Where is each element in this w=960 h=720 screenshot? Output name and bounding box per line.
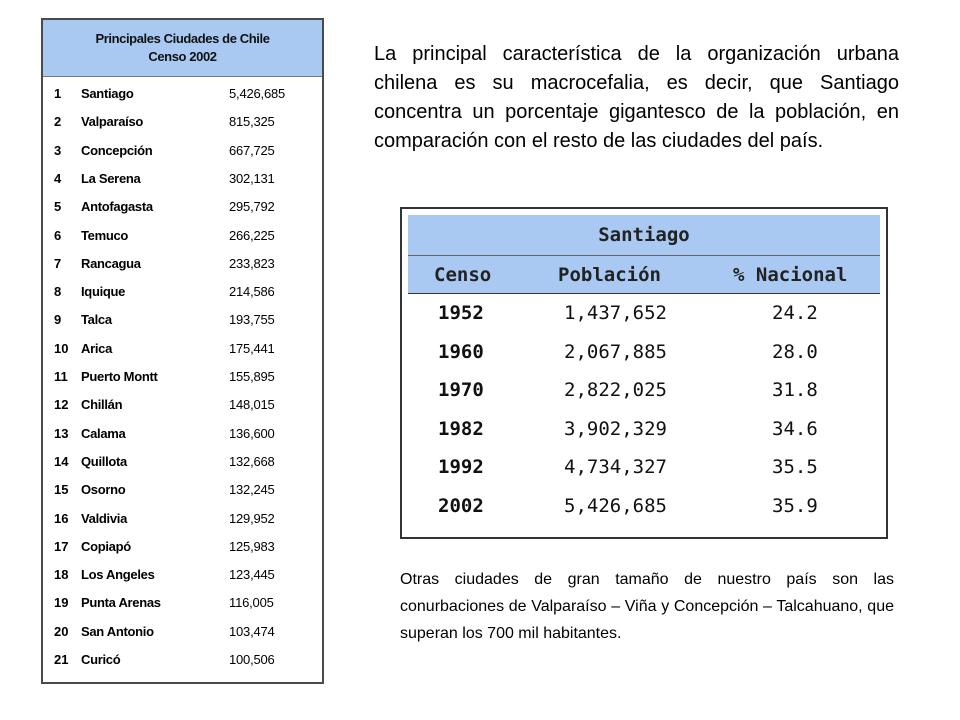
city-row: [43, 624, 322, 644]
city-population: 295,792: [229, 199, 275, 215]
city-population: 266,225: [229, 227, 275, 243]
city-row: [43, 312, 322, 332]
cities-table-title: Principales Ciudades de Chile: [95, 31, 270, 46]
cities-table-subtitle: Censo 2002: [148, 49, 217, 64]
city-rank: 9: [54, 312, 62, 328]
city-population: 103,474: [229, 623, 275, 639]
city-row: [43, 143, 322, 163]
city-name: Temuco: [81, 227, 129, 243]
city-row: [43, 595, 322, 615]
santiago-row: [408, 296, 880, 332]
city-population: 815,325: [229, 114, 275, 130]
city-population: 116,005: [229, 595, 274, 611]
santiago-table-title: Santiago: [408, 215, 880, 256]
city-name: Valdivia: [81, 510, 128, 526]
city-row: [43, 426, 322, 446]
census-percent: 31.8: [772, 379, 818, 401]
column-header-censo: Censo: [434, 264, 492, 286]
city-population: 129,952: [229, 510, 275, 526]
city-population: 193,755: [229, 312, 275, 328]
census-year: 1982: [438, 417, 484, 440]
census-percent: 34.6: [772, 417, 818, 440]
cities-table: [41, 18, 324, 684]
column-header-poblacion: Población: [558, 264, 661, 286]
city-row: [43, 369, 322, 389]
city-rank: 6: [54, 227, 62, 243]
city-name: Concepción: [81, 142, 153, 158]
city-name: San Antonio: [81, 623, 154, 639]
census-year: 1960: [438, 340, 484, 363]
census-population: 2,067,885: [564, 340, 667, 363]
census-population: 3,902,329: [564, 417, 667, 440]
city-rank: 5: [54, 199, 62, 215]
city-rank: 2: [54, 114, 62, 130]
city-rank: 13: [54, 425, 69, 441]
census-percent: 35.5: [772, 456, 818, 478]
city-rank: 17: [54, 538, 69, 554]
column-header-porcentaje: % Nacional: [733, 264, 848, 286]
santiago-table: [400, 207, 888, 539]
city-row: [43, 171, 322, 191]
outro-paragraph: Otras ciudades de gran tamaño de nuestro país son las conurbaciones de Valparaíso – Viña y Concepción – Talcahuano, que superan los 700 mil habitantes.: [400, 571, 894, 642]
city-rank: 14: [54, 453, 69, 469]
city-name: Chillán: [81, 397, 123, 413]
city-row: [43, 114, 322, 134]
city-population: 136,600: [229, 425, 275, 441]
cities-table-header: [43, 20, 322, 77]
city-population: 155,895: [229, 369, 275, 384]
intro-paragraph: La principal característica de la organización urbana chilena es su macrocefalia, es decir, que Santiago concentra un porcentaje gigantesco de la población, en comparación con el resto de las ciudades del país.: [374, 43, 899, 152]
city-rank: 12: [54, 397, 69, 413]
city-rank: 20: [54, 623, 69, 639]
city-rank: 16: [54, 510, 69, 526]
census-percent: 24.2: [772, 302, 818, 324]
census-population: 1,437,652: [564, 302, 667, 324]
city-name: Valparaíso: [81, 114, 144, 130]
city-rank: 4: [54, 170, 62, 186]
city-name: Arica: [81, 340, 113, 356]
city-row: [43, 341, 322, 361]
city-row: [43, 539, 322, 559]
city-rank: 21: [54, 652, 69, 667]
city-name: Talca: [81, 312, 112, 328]
city-name: Santiago: [81, 86, 134, 101]
census-year: 2002: [438, 494, 484, 517]
city-name: Puerto Montt: [81, 369, 158, 384]
city-name: Punta Arenas: [81, 595, 161, 611]
city-row: [43, 86, 322, 106]
city-population: 5,426,685: [229, 86, 286, 101]
city-row: [43, 256, 322, 276]
santiago-row: [408, 450, 880, 486]
city-row: [43, 397, 322, 417]
census-year: 1992: [438, 456, 484, 478]
census-year: 1970: [438, 379, 484, 401]
city-row: [43, 511, 322, 531]
city-rank: 3: [54, 142, 62, 158]
city-rank: 15: [54, 482, 69, 498]
city-rank: 8: [54, 284, 62, 300]
city-row: [43, 284, 322, 304]
santiago-row: [408, 412, 880, 448]
city-name: Copiapó: [81, 538, 131, 554]
city-population: 233,823: [229, 255, 275, 271]
city-name: Calama: [81, 425, 126, 441]
census-population: 4,734,327: [564, 456, 667, 478]
city-rank: 19: [54, 595, 69, 611]
city-name: Curicó: [81, 652, 121, 667]
city-population: 125,983: [229, 538, 275, 554]
santiago-row: [408, 373, 880, 409]
city-row: [43, 652, 322, 672]
santiago-table-header-row: [408, 256, 880, 294]
census-percent: 35.9: [772, 494, 818, 517]
city-row: [43, 228, 322, 248]
census-percent: 28.0: [772, 340, 818, 363]
city-population: 175,441: [229, 340, 275, 356]
santiago-row: [408, 335, 880, 371]
city-population: 132,245: [229, 482, 275, 498]
city-rank: 11: [54, 369, 68, 384]
city-population: 148,015: [229, 397, 275, 413]
city-row: [43, 199, 322, 219]
city-population: 100,506: [229, 652, 275, 667]
city-population: 302,131: [229, 170, 275, 186]
city-row: [43, 567, 322, 587]
city-rank: 1: [54, 86, 62, 101]
city-name: La Serena: [81, 170, 141, 186]
city-population: 132,668: [229, 453, 275, 469]
city-name: Iquique: [81, 284, 126, 300]
city-population: 214,586: [229, 284, 275, 300]
city-name: Rancagua: [81, 255, 141, 271]
city-name: Los Angeles: [81, 567, 155, 583]
census-population: 2,822,025: [564, 379, 667, 401]
city-row: [43, 454, 322, 474]
city-rank: 18: [54, 567, 69, 583]
city-name: Antofagasta: [81, 199, 153, 215]
census-population: 5,426,685: [564, 494, 667, 517]
city-name: Quillota: [81, 453, 127, 469]
city-rank: 7: [54, 255, 62, 271]
santiago-row: [408, 489, 880, 525]
city-population: 667,725: [229, 142, 275, 158]
city-population: 123,445: [229, 567, 275, 583]
city-name: Osorno: [81, 482, 126, 498]
census-year: 1952: [438, 302, 484, 324]
city-rank: 10: [54, 340, 69, 356]
city-row: [43, 482, 322, 502]
